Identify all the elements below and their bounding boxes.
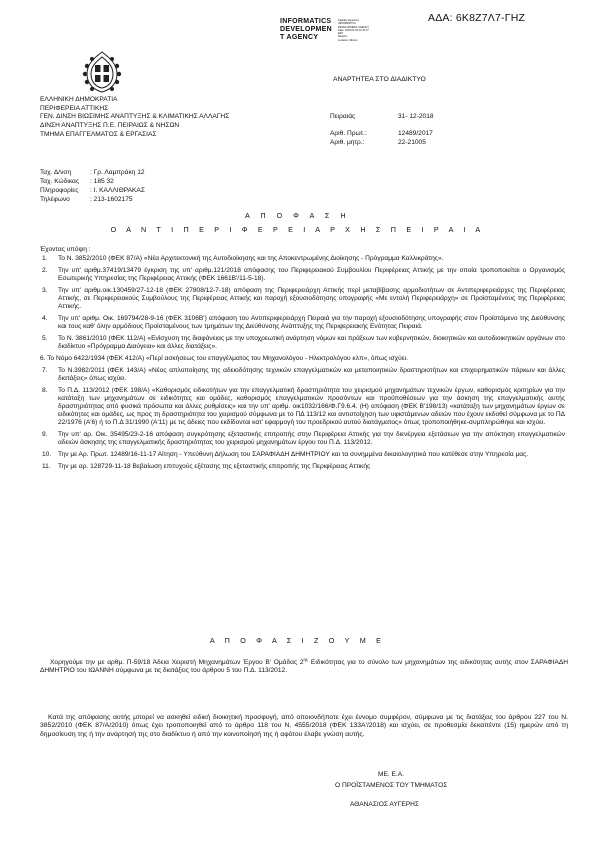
ada-code: ΑΔΑ: 6Κ8Ζ7Λ7-ΓΗΖ	[428, 12, 526, 24]
contact-address: Ταχ. Δ/νση : Γρ. Λαμπράκη 12	[40, 169, 145, 176]
authority-title: Ο Α Ν Τ Ι Π Ε Ρ Ι Φ Ε Ρ Ε Ι Α Ρ Χ Η Σ Π Ε Ι Ρ Α Ι Α	[110, 225, 485, 234]
contact-details	[40, 168, 145, 204]
signer-name: INFORMATICS DEVELOPMEN T AGENCY	[280, 18, 333, 41]
public-notice: ΑΝΑΡΤΗΤΕΑ ΣΤΟ ΔΙΑΔΙΚΤΥΟ	[333, 76, 426, 83]
signatory-name: ΑΘΑΝΑΣΙΟΣ ΑΥΓΕΡΗΣ	[350, 801, 419, 808]
list-item: 1. Το Ν. 3852/2010 (ΦΕΚ 87/Α) «Νέα Αρχιτεκτονική της Αυτοδιοίκησης και της Αποκεντρωμένης Διοίκησης - Πρόγραμμα Καλλικράτης».	[42, 255, 444, 262]
list-item: 7. Το Ν.3982/2011 (ΦΕΚ 143/Α) «Νέος απλοποίησης της αδειοδότησης τεχνικών επαγγελματικών και μεταποιητικών δραστηριοτήτων και επιχειρηματικών πάρκων και άλλες διατάξεις» όπως ισχύει.	[42, 367, 565, 382]
registry-number: Αριθ. μητρ.: 22-21005	[330, 139, 426, 147]
document-title: Α Π Ο Φ Α Σ Η	[244, 211, 351, 220]
decision-heading: Α Π Ο Φ Α Σ Ι Ζ Ο Υ Μ Ε	[209, 636, 386, 645]
place-date: Πειραιάς 31- 12-2018	[330, 113, 434, 120]
list-item: 2. Την υπ' αριθμ.37419/13479 έγκριση της υπ' αριθμ.121/2018 απόφασης του Περιφερειακού Συμβουλίου Περιφέρειας Αττικής με την οποία τροποποιείται ο Οργανισμός Εσωτερικής Υπηρεσίας της Περιφέρειας Αττικής (ΦΕΚ 1661Β'/11-5-18).	[42, 267, 565, 282]
list-item: 11. Την με αρ. 128729-11-18 Βεβαίωση επιτυχούς εξέτασης της εξεταστικής επιτροπής της Περιφέρειας Αττικής	[42, 463, 371, 470]
protocol-number: Αριθ. Πρωτ.: 12489/2017	[330, 130, 433, 138]
having-regard-heading: Έχοντας υπόψη :	[40, 246, 91, 253]
digital-signature-stamp	[280, 18, 370, 42]
contact-postcode: Ταχ. Κώδικας : 185 32	[40, 178, 114, 185]
contact-phone: Τηλέφωνο : 213-1602175	[40, 196, 133, 203]
list-item: 10. Την με Αρ. Πρωτ. 12489/16-11-17 Αίτηση - Υπεύθυνη Δήλωση του ΣΑΡΑΦΙΑΔΗ ΔΗΜΗΤΡΙΟΥ και τα συνημμένα δικαιολογητικά που κατέθεσε στην Υπηρεσία μας.	[42, 451, 529, 458]
on-behalf: ΜΕ. Ε.Α.	[378, 771, 405, 778]
legal-basis-list	[40, 255, 565, 475]
list-item: 4. Την υπ' αριθμ. Οικ. 169794/28-9-16 (ΦΕΚ 3106Β') απόφαση του Αντιπεριφερειάρχη Πειραιά για την παροχή εξουσιοδότησης υπογραφής στον Προϊστάμενο της Διεύθυνσης και τους καθ' όλην αρμόδιους Προϊσταμένους των τμημάτων της Διεύθυνσης Ανάπτυξης της Περιφερειακής Ενότητας Πειραιά.	[42, 315, 565, 330]
issuing-authority: ΕΛΛΗΝΙΚΗ ΔΗΜΟΚΡΑΤΙΑ ΠΕΡΙΦΕΡΕΙΑ ΑΤΤΙΚΗΣ ΓΕΝ. ΔΙΝΣΗ ΒΙΩΣΙΜΗΣ ΑΝΑΠΤΥΞΗΣ & ΚΛΙΜΑΤΙΚΗΣ ΑΛΛΑΓΗΣ ΔΙΝΣΗ ΑΝΑΠΤΥΞΗΣ Π.Ε. ΠΕΙΡΑΙΩΣ & ΝΗΣΩΝ ΤΜΗΜΑ ΕΠΑΓΓΕΛΜΑΤΟΣ & ΕΡΓΑΣΙΑΣ	[40, 96, 230, 138]
list-item: 9. Την υπ' αρ. Οικ. 35495/23-2-16 απόφαση συγκρότησης εξεταστικής επιτροπής στην Περιφέρεια Αττικής για την διενέργεια εξετάσεων για την απόκτηση επαγγελματικών αδειών άσκησης της επαγγελματικής δραστηριότητας του χειρισμού μηχανημάτων έργου του Π.Δ. 113/2012.	[42, 431, 565, 446]
document-reference	[330, 113, 434, 148]
contact-info-person: Πληροφορίες : Ι. ΚΑΛΛΙΘΡΑΚΑΣ	[40, 187, 145, 194]
list-item: 3. Την υπ' αριθμ.οικ.130459/27-12-18 (ΦΕΚ 27808/12-7-18) απόφαση της Περιφερειάρχη Αττικής περί μεταβίβασης αρμοδιοτήτων σε Αντιπεριφερειάρχες της Περιφέρειας Αττικής, σε Περιφερειακούς Συμβούλους της Περιφέρειας Αττικής και παροχή εξουσιοδότησης υπογραφής «Με εντολή Περιφερειάρχη» σε Προϊσταμένους της Περιφέρειας Αττικής.	[42, 287, 565, 310]
signature-details: Digitally signed by INFORMATICS DEVELOPMENT AGENCY Date: 2019.01.03 12:16:17 EET Reason: Location: Athens	[338, 19, 370, 42]
list-item: 5. Το Ν. 3861/2010 (ΦΕΚ 112/Α) «Ενίσχυση της διαφάνειας με την υποχρεωτική ανάρτηση νόμων και πράξεων των κυβερνητικών, διοικητικών και αυτοδιοικητικών οργάνων στο διαδίκτυο «Πρόγραμμα Διαύγεια» και άλλες διατάξεις».	[42, 335, 565, 350]
signatory-role: Ο ΠΡΟΪΣΤΑΜΕΝΟΣ ΤΟΥ ΤΜΗΜΑΤΟΣ	[335, 782, 448, 789]
greek-coat-of-arms-icon	[78, 48, 126, 96]
appeal-paragraph: Κατά της απόφασης αυτής μπορεί να ασκηθεί ειδική διοικητική προσφυγή, από οποιονδήποτε έχει έννομο συμφέρον, σύμφωνα με τις διατάξεις του άρθρου 227 του Ν. 3852/2010 (ΦΕΚ 87/Α/2010) όπως έχει τροποποιηθεί από το άρθρο 118 του Ν. 4555/2018 (ΦΕΚ 133Α'/2018) και ισχύει, σε προθεσμία δεκαπέντε (15) ημερών από τη δημοσίευση της ή την ανάρτησή της στο διαδίκτυο ή από την κοινοποίησή της ή αφότου έλαβε γνώση αυτής.	[40, 714, 568, 738]
list-item: 8. Το Π.Δ. 113/2012 (ΦΕΚ 198/Α) «Καθορισμός ειδικοτήτων για την επαγγελματική δραστηριότητα του χειρισμού μηχανημάτων τεχνικών έργων, καθορισμός κριτηρίων για την κατάταξη των μηχανημάτων σε ειδικότητες και ομάδες, καθορισμός επαγγελματικών προσόντων και προϋποθέσεων για την άσκηση της επαγγελματικής αυτής δραστηριότητας από φυσικά πρόσωπα και άλλες ρυθμίσεις» και την υπ' αριθμ. οικ1032/166/Φ.Γ9.6.4. (Η) απόφαση (ΦΕΚ Β'198/13) «κατάταξη των μηχανημάτων έργων σε ειδικότητες και ομάδες, ως προς τη δραστηριότητα του χειρισμού σύμφωνα με το ΠΔ 113/12 και αντιστοίχηση των υφιστάμενων αδειών που έχουν εκδοθεί σύμφωνα με το ΠΔ 22/1976 (Α'6) ή το Π.Δ 31/1990 (Α'11) με τις άδειες που εκδίδονται κατ' εφαρμογή του προεδρικού αυτού διατάγματος» όπως τροποποιήθηκε-συμπληρώθηκε και ισχύει.	[42, 387, 565, 426]
grant-paragraph: Χορηγούμε την με αρθμ. Π-59/18 Άδεια Χειριστή Μηχανημάτων Έργου Β' Ομάδας $2^{\eta\varsigma}$ Ειδικότητας για το σύνολο των μηχανημάτων της ειδικότητας αυτής στον ΣΑΡΑΦΙΑΔΗ ΔΗΜΗΤΡΙΟ του ΙΩΑΝΝΗ σύμφωνα με τις διατάξεις του άρθρου 5 του Π.Δ. 113/2012.	[40, 657, 569, 674]
list-item: 6. Το Νόμο 6422/1934 (ΦΕΚ 412/Α) «Περί ασκήσεως του επαγγέλματος του Μηχανολόγου - Ηλεκτρολόγου κλπ», όπως ισχύει.	[40, 355, 408, 362]
